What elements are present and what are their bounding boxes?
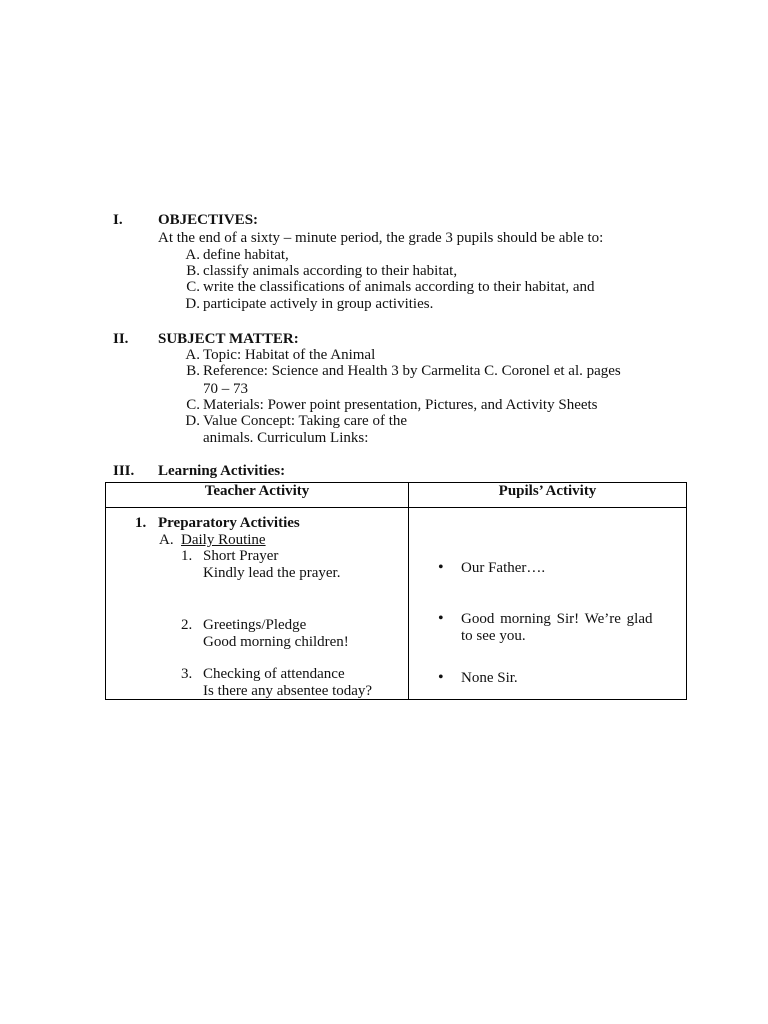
- pupils-activity-header: Pupils’ Activity: [409, 483, 687, 508]
- step-title: Short Prayer: [203, 548, 279, 564]
- sub-label: A.: [159, 532, 174, 548]
- subject-matter-numeral: II.: [113, 331, 129, 347]
- subject-matter-heading: SUBJECT MATTER:: [158, 331, 299, 347]
- subject-text: Topic: Habitat of the Animal: [203, 347, 376, 363]
- sub-title: Daily Routine: [181, 532, 266, 548]
- subject-text-continuation: animals. Curriculum Links:: [203, 430, 369, 446]
- teacher-cell: [106, 508, 409, 700]
- bullet-icon: •: [438, 669, 444, 686]
- subject-text: Value Concept: Taking care of the: [203, 413, 408, 429]
- teacher-activity-header: Teacher Activity: [106, 483, 409, 508]
- section-number: 1.: [135, 515, 147, 531]
- bullet-icon: •: [438, 610, 444, 627]
- objective-text: define habitat,: [203, 247, 289, 263]
- learning-heading: Learning Activities:: [158, 463, 286, 479]
- objective-label: A.: [185, 247, 200, 263]
- subject-text: Materials: Power point presentation, Pictures, and Activity Sheets: [203, 397, 598, 413]
- pupils-cell: [409, 508, 687, 700]
- pupil-response-continuation: to see you.: [461, 628, 526, 644]
- learning-numeral: III.: [113, 463, 135, 479]
- subject-label: C.: [186, 397, 200, 413]
- step-number: 2.: [181, 617, 193, 633]
- pupil-response: None Sir.: [461, 670, 518, 686]
- objective-text: participate actively in group activities.: [203, 296, 434, 312]
- objectives-numeral: I.: [113, 212, 123, 228]
- subject-label: A.: [185, 347, 200, 363]
- bullet-icon: •: [438, 559, 444, 576]
- objective-text: write the classifications of animals according to their habitat, and: [203, 279, 595, 295]
- step-title: Greetings/Pledge: [203, 617, 307, 633]
- subject-label: D.: [185, 413, 200, 429]
- step-line: Is there any absentee today?: [203, 683, 373, 699]
- table-header-row: [106, 483, 687, 508]
- objective-label: D.: [185, 296, 200, 312]
- step-line: Kindly lead the prayer.: [203, 565, 341, 581]
- subject-label: B.: [186, 363, 200, 379]
- table-row: [106, 508, 687, 700]
- objective-label: C.: [186, 279, 200, 295]
- step-number: 1.: [181, 548, 193, 564]
- pupil-response: Our Father….: [461, 560, 546, 576]
- section-title: Preparatory Activities: [158, 515, 300, 531]
- step-number: 3.: [181, 666, 193, 682]
- objective-label: B.: [186, 263, 200, 279]
- subject-text: Reference: Science and Health 3 by Carmelita C. Coronel et al. pages: [203, 363, 621, 379]
- activities-table: [105, 482, 687, 700]
- subject-text-continuation: 70 – 73: [203, 381, 248, 397]
- objectives-heading: OBJECTIVES:: [158, 212, 259, 228]
- step-line: Good morning children!: [203, 634, 349, 650]
- pupil-response: Good morning Sir! We’re glad: [461, 611, 653, 627]
- objective-text: classify animals according to their habitat,: [203, 263, 458, 279]
- step-title: Checking of attendance: [203, 666, 345, 682]
- objectives-intro: At the end of a sixty – minute period, the grade 3 pupils should be able to:: [158, 230, 604, 246]
